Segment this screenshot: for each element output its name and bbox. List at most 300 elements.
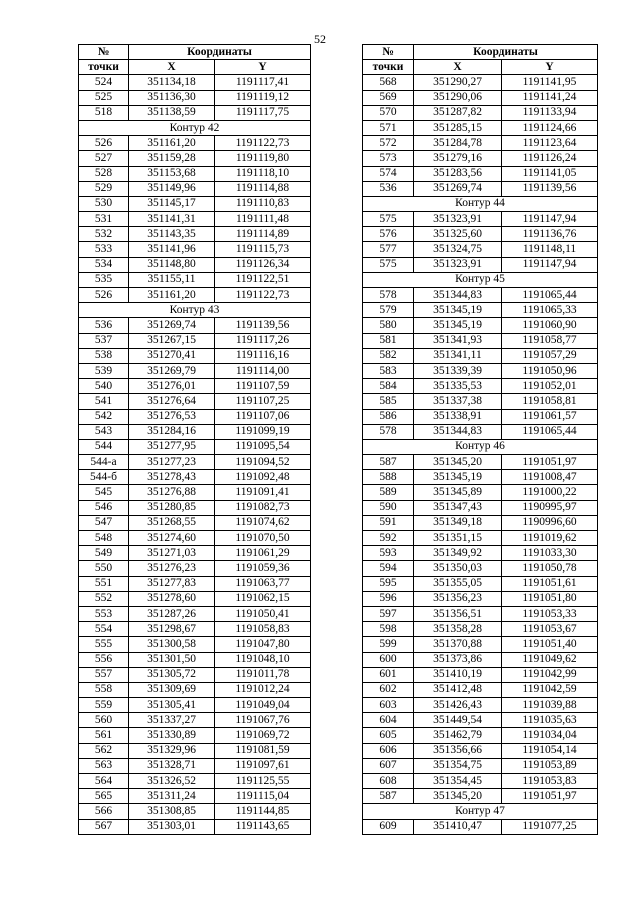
coord-y: 1191082,73	[215, 500, 311, 515]
table-row	[363, 227, 598, 242]
coord-x: 351153,68	[129, 166, 215, 181]
table-row	[79, 318, 311, 333]
point-number: 575	[363, 212, 414, 227]
coord-y: 1191119,12	[215, 90, 311, 105]
point-number: 546	[79, 500, 129, 515]
coord-x: 351354,45	[414, 774, 502, 789]
table-row	[363, 257, 598, 272]
coord-x: 351323,91	[414, 212, 502, 227]
coord-y: 1191052,01	[502, 379, 598, 394]
point-number: 568	[363, 75, 414, 90]
point-number: 587	[363, 789, 414, 804]
table-row	[363, 166, 598, 181]
point-number: 560	[79, 713, 129, 728]
coord-x: 351159,28	[129, 151, 215, 166]
coord-x: 351141,96	[129, 242, 215, 257]
point-number: 599	[363, 637, 414, 652]
point-number: 557	[79, 667, 129, 682]
point-number: 559	[79, 698, 129, 713]
coord-x: 351329,96	[129, 743, 215, 758]
coord-x: 351339,39	[414, 363, 502, 378]
table-row	[79, 90, 311, 105]
table-row	[79, 637, 311, 652]
coord-y: 1191107,06	[215, 409, 311, 424]
coord-y: 1191011,78	[215, 667, 311, 682]
coord-x: 351311,24	[129, 789, 215, 804]
coord-y: 1191053,67	[502, 622, 598, 637]
point-number: 524	[79, 75, 129, 90]
table-row	[363, 561, 598, 576]
coord-x: 351141,31	[129, 212, 215, 227]
coord-x: 351345,89	[414, 485, 502, 500]
coord-y: 1191115,73	[215, 242, 311, 257]
coord-y: 1191047,80	[215, 637, 311, 652]
coord-x: 351305,72	[129, 667, 215, 682]
coord-x: 351145,17	[129, 196, 215, 211]
coord-x: 351323,91	[414, 257, 502, 272]
table-row	[363, 576, 598, 591]
coord-y: 1191057,29	[502, 348, 598, 363]
table-row	[363, 242, 598, 257]
table-row	[79, 743, 311, 758]
coord-x: 351338,91	[414, 409, 502, 424]
point-number: 545	[79, 485, 129, 500]
coord-y: 1191034,04	[502, 728, 598, 743]
coord-y: 1191049,62	[502, 652, 598, 667]
point-number: 518	[79, 105, 129, 120]
coord-x: 351276,53	[129, 409, 215, 424]
coord-x: 351277,95	[129, 439, 215, 454]
coord-y: 1191116,16	[215, 348, 311, 363]
coord-y: 1191141,95	[502, 75, 598, 90]
header-y: Y	[215, 60, 311, 75]
coord-y: 1191147,94	[502, 257, 598, 272]
table-row	[363, 151, 598, 166]
point-number: 577	[363, 242, 414, 257]
coord-y: 1191053,33	[502, 606, 598, 621]
coord-x: 351161,20	[129, 288, 215, 303]
table-row	[363, 485, 598, 500]
point-number: 602	[363, 682, 414, 697]
table-row	[79, 622, 311, 637]
table-row	[363, 591, 598, 606]
coord-y: 1191107,25	[215, 394, 311, 409]
coord-y: 1191092,48	[215, 470, 311, 485]
coord-x: 351284,78	[414, 136, 502, 151]
point-number: 553	[79, 606, 129, 621]
coord-x: 351269,74	[129, 318, 215, 333]
table-row	[79, 774, 311, 789]
point-number: 549	[79, 546, 129, 561]
coord-y: 1191008,47	[502, 470, 598, 485]
coord-x: 351356,66	[414, 743, 502, 758]
coordinates-table-left	[78, 44, 311, 835]
table-row	[363, 774, 598, 789]
point-number: 544-а	[79, 455, 129, 470]
coord-x: 351344,83	[414, 288, 502, 303]
header-x: X	[414, 60, 502, 75]
table-row	[363, 606, 598, 621]
coord-x: 351287,82	[414, 105, 502, 120]
coord-y: 1191035,63	[502, 713, 598, 728]
coord-x: 351351,15	[414, 531, 502, 546]
point-number: 552	[79, 591, 129, 606]
coord-y: 1191050,41	[215, 606, 311, 621]
point-number: 532	[79, 227, 129, 242]
coord-x: 351349,92	[414, 546, 502, 561]
point-number: 544	[79, 439, 129, 454]
coord-y: 1191053,89	[502, 758, 598, 773]
coord-x: 351136,30	[129, 90, 215, 105]
point-number: 582	[363, 348, 414, 363]
coord-x: 351449,54	[414, 713, 502, 728]
point-number: 571	[363, 120, 414, 135]
coord-y: 1191111,48	[215, 212, 311, 227]
coord-x: 351337,38	[414, 394, 502, 409]
coord-y: 1191123,64	[502, 136, 598, 151]
coord-x: 351283,56	[414, 166, 502, 181]
coord-y: 1191139,56	[502, 181, 598, 196]
coord-x: 351426,43	[414, 698, 502, 713]
coord-y: 1191065,44	[502, 424, 598, 439]
table-row	[79, 105, 311, 120]
coord-x: 351285,15	[414, 120, 502, 135]
coord-x: 351270,41	[129, 348, 215, 363]
point-number: 536	[79, 318, 129, 333]
table-row	[79, 181, 311, 196]
point-number: 526	[79, 288, 129, 303]
table-row	[79, 804, 311, 819]
point-number: 584	[363, 379, 414, 394]
point-number: 529	[79, 181, 129, 196]
coord-x: 351161,20	[129, 136, 215, 151]
coord-x: 351276,23	[129, 561, 215, 576]
point-number: 579	[363, 303, 414, 318]
coord-x: 351305,41	[129, 698, 215, 713]
table-row	[363, 546, 598, 561]
coord-y: 1191051,97	[502, 455, 598, 470]
coord-y: 1191065,33	[502, 303, 598, 318]
coord-x: 351143,35	[129, 227, 215, 242]
table-row	[79, 75, 311, 90]
coord-y: 1191074,62	[215, 515, 311, 530]
table-row	[363, 531, 598, 546]
header-y: Y	[502, 60, 598, 75]
point-number: 596	[363, 591, 414, 606]
header-point-label: точки	[79, 60, 129, 75]
point-number: 551	[79, 576, 129, 591]
header-coordinates: Координаты	[129, 45, 311, 60]
point-number: 527	[79, 151, 129, 166]
contour-label: Контур 44	[363, 196, 598, 211]
coord-x: 351280,85	[129, 500, 215, 515]
coord-x: 351410,47	[414, 819, 502, 834]
coord-y: 1191060,90	[502, 318, 598, 333]
coord-x: 351155,11	[129, 272, 215, 287]
point-number: 556	[79, 652, 129, 667]
table-row	[79, 257, 311, 272]
coord-y: 1191143,65	[215, 819, 311, 834]
coord-x: 351337,27	[129, 713, 215, 728]
table-row	[79, 789, 311, 804]
point-number: 544-б	[79, 470, 129, 485]
header-point-label: точки	[363, 60, 414, 75]
coord-y: 1191069,72	[215, 728, 311, 743]
point-number: 570	[363, 105, 414, 120]
table-row	[363, 424, 598, 439]
table-row	[363, 515, 598, 530]
coord-y: 1191061,57	[502, 409, 598, 424]
coord-y: 1191115,04	[215, 789, 311, 804]
table-row	[363, 90, 598, 105]
coord-x: 351341,93	[414, 333, 502, 348]
coord-y: 1191114,89	[215, 227, 311, 242]
point-number: 535	[79, 272, 129, 287]
point-number: 597	[363, 606, 414, 621]
coord-y: 1191051,97	[502, 789, 598, 804]
point-number: 539	[79, 363, 129, 378]
point-number: 543	[79, 424, 129, 439]
coord-y: 1191148,11	[502, 242, 598, 257]
coord-x: 351349,18	[414, 515, 502, 530]
point-number: 575	[363, 257, 414, 272]
coord-x: 351345,19	[414, 318, 502, 333]
table-row	[363, 181, 598, 196]
point-number: 574	[363, 166, 414, 181]
coord-y: 1191114,00	[215, 363, 311, 378]
table-row	[363, 713, 598, 728]
coord-y: 1191099,19	[215, 424, 311, 439]
point-number: 526	[79, 136, 129, 151]
coord-y: 1191050,96	[502, 363, 598, 378]
coord-x: 351354,75	[414, 758, 502, 773]
header-number: №	[79, 45, 129, 60]
table-row	[79, 728, 311, 743]
table-row	[363, 75, 598, 90]
point-number: 540	[79, 379, 129, 394]
table-row	[79, 470, 311, 485]
coord-x: 351309,69	[129, 682, 215, 697]
table-row	[363, 288, 598, 303]
table-row	[79, 136, 311, 151]
table-row	[363, 348, 598, 363]
coord-y: 1191067,76	[215, 713, 311, 728]
table-row	[363, 318, 598, 333]
coord-x: 351269,74	[414, 181, 502, 196]
point-number: 555	[79, 637, 129, 652]
coord-y: 1191141,05	[502, 166, 598, 181]
header-x: X	[129, 60, 215, 75]
coord-y: 1191059,36	[215, 561, 311, 576]
coord-y: 1191107,59	[215, 379, 311, 394]
coord-x: 351350,03	[414, 561, 502, 576]
point-number: 547	[79, 515, 129, 530]
coord-x: 351373,86	[414, 652, 502, 667]
point-number: 578	[363, 424, 414, 439]
coord-y: 1191117,41	[215, 75, 311, 90]
coord-y: 1191118,10	[215, 166, 311, 181]
contour-section-row	[363, 804, 598, 819]
point-number: 593	[363, 546, 414, 561]
contour-label: Контур 43	[79, 303, 311, 318]
coord-y: 1191124,66	[502, 120, 598, 135]
table-row	[363, 303, 598, 318]
table-row	[79, 409, 311, 424]
coord-x: 351345,20	[414, 455, 502, 470]
coord-x: 351277,23	[129, 455, 215, 470]
table-row	[363, 743, 598, 758]
point-number: 564	[79, 774, 129, 789]
point-number: 533	[79, 242, 129, 257]
table-row	[79, 333, 311, 348]
table-row	[363, 682, 598, 697]
coord-x: 351355,05	[414, 576, 502, 591]
table-row	[79, 212, 311, 227]
coord-x: 351356,51	[414, 606, 502, 621]
contour-label: Контур 46	[363, 439, 598, 454]
coord-x: 351301,50	[129, 652, 215, 667]
coord-y: 1191054,14	[502, 743, 598, 758]
coord-x: 351138,59	[129, 105, 215, 120]
point-number: 558	[79, 682, 129, 697]
coord-x: 351345,19	[414, 303, 502, 318]
table-row	[363, 698, 598, 713]
point-number: 609	[363, 819, 414, 834]
coord-x: 351278,43	[129, 470, 215, 485]
point-number: 608	[363, 774, 414, 789]
contour-section-row	[79, 120, 311, 135]
coord-x: 351344,83	[414, 424, 502, 439]
table-row	[79, 272, 311, 287]
point-number: 606	[363, 743, 414, 758]
coord-x: 351462,79	[414, 728, 502, 743]
coord-y: 1191065,44	[502, 288, 598, 303]
table-row	[363, 363, 598, 378]
table-row	[363, 455, 598, 470]
point-number: 580	[363, 318, 414, 333]
coord-x: 351410,19	[414, 667, 502, 682]
point-number: 528	[79, 166, 129, 181]
point-number: 590	[363, 500, 414, 515]
coord-x: 351279,16	[414, 151, 502, 166]
coord-y: 1191136,76	[502, 227, 598, 242]
coord-x: 351370,88	[414, 637, 502, 652]
coord-x: 351149,96	[129, 181, 215, 196]
table-row	[79, 455, 311, 470]
table-row	[79, 561, 311, 576]
coord-x: 351326,52	[129, 774, 215, 789]
table-row	[79, 227, 311, 242]
coord-x: 351278,60	[129, 591, 215, 606]
table-row	[363, 652, 598, 667]
coord-y: 1191049,04	[215, 698, 311, 713]
coord-x: 351268,55	[129, 515, 215, 530]
coord-x: 351356,23	[414, 591, 502, 606]
table-row	[363, 500, 598, 515]
coord-x: 351276,01	[129, 379, 215, 394]
coord-x: 351308,85	[129, 804, 215, 819]
coord-y: 1191133,94	[502, 105, 598, 120]
coord-x: 351335,53	[414, 379, 502, 394]
coord-x: 351148,80	[129, 257, 215, 272]
contour-section-row	[363, 196, 598, 211]
coord-y: 1191147,94	[502, 212, 598, 227]
point-number: 531	[79, 212, 129, 227]
coord-x: 351287,26	[129, 606, 215, 621]
table-row	[79, 698, 311, 713]
point-number: 530	[79, 196, 129, 211]
table-row	[363, 758, 598, 773]
point-number: 542	[79, 409, 129, 424]
point-number: 591	[363, 515, 414, 530]
coord-y: 1191061,29	[215, 546, 311, 561]
table-row	[79, 288, 311, 303]
coord-x: 351345,20	[414, 789, 502, 804]
table-row	[79, 819, 311, 834]
point-number: 578	[363, 288, 414, 303]
table-row	[79, 713, 311, 728]
table-row	[363, 136, 598, 151]
point-number: 595	[363, 576, 414, 591]
point-number: 562	[79, 743, 129, 758]
coord-y: 1191114,88	[215, 181, 311, 196]
coord-y: 1191117,26	[215, 333, 311, 348]
table-row	[363, 789, 598, 804]
coord-x: 351284,16	[129, 424, 215, 439]
table-row	[79, 591, 311, 606]
table-row	[79, 394, 311, 409]
point-number: 605	[363, 728, 414, 743]
coordinates-table-right	[362, 44, 598, 835]
contour-label: Контур 42	[79, 120, 311, 135]
coord-y: 1191110,83	[215, 196, 311, 211]
point-number: 607	[363, 758, 414, 773]
page-number: 52	[314, 32, 326, 46]
table-row	[363, 622, 598, 637]
table-row	[363, 379, 598, 394]
coord-y: 1191053,83	[502, 774, 598, 789]
coord-y: 1191077,25	[502, 819, 598, 834]
coord-y: 1191141,24	[502, 90, 598, 105]
coord-y: 1191122,73	[215, 136, 311, 151]
coord-y: 1190995,97	[502, 500, 598, 515]
coord-y: 1191095,54	[215, 439, 311, 454]
coord-x: 351345,19	[414, 470, 502, 485]
coord-y: 1191091,41	[215, 485, 311, 500]
coord-x: 351298,67	[129, 622, 215, 637]
table-row	[79, 652, 311, 667]
coord-x: 351358,28	[414, 622, 502, 637]
coord-y: 1191122,73	[215, 288, 311, 303]
point-number: 565	[79, 789, 129, 804]
point-number: 541	[79, 394, 129, 409]
table-row	[79, 363, 311, 378]
table-row	[79, 379, 311, 394]
coord-x: 351347,43	[414, 500, 502, 515]
point-number: 587	[363, 455, 414, 470]
contour-section-row	[363, 439, 598, 454]
coord-x: 351341,11	[414, 348, 502, 363]
coord-x: 351290,06	[414, 90, 502, 105]
coord-x: 351290,27	[414, 75, 502, 90]
table-row	[363, 819, 598, 834]
point-number: 589	[363, 485, 414, 500]
point-number: 525	[79, 90, 129, 105]
point-number: 581	[363, 333, 414, 348]
coord-x: 351276,88	[129, 485, 215, 500]
coord-y: 1191051,40	[502, 637, 598, 652]
coord-x: 351277,83	[129, 576, 215, 591]
